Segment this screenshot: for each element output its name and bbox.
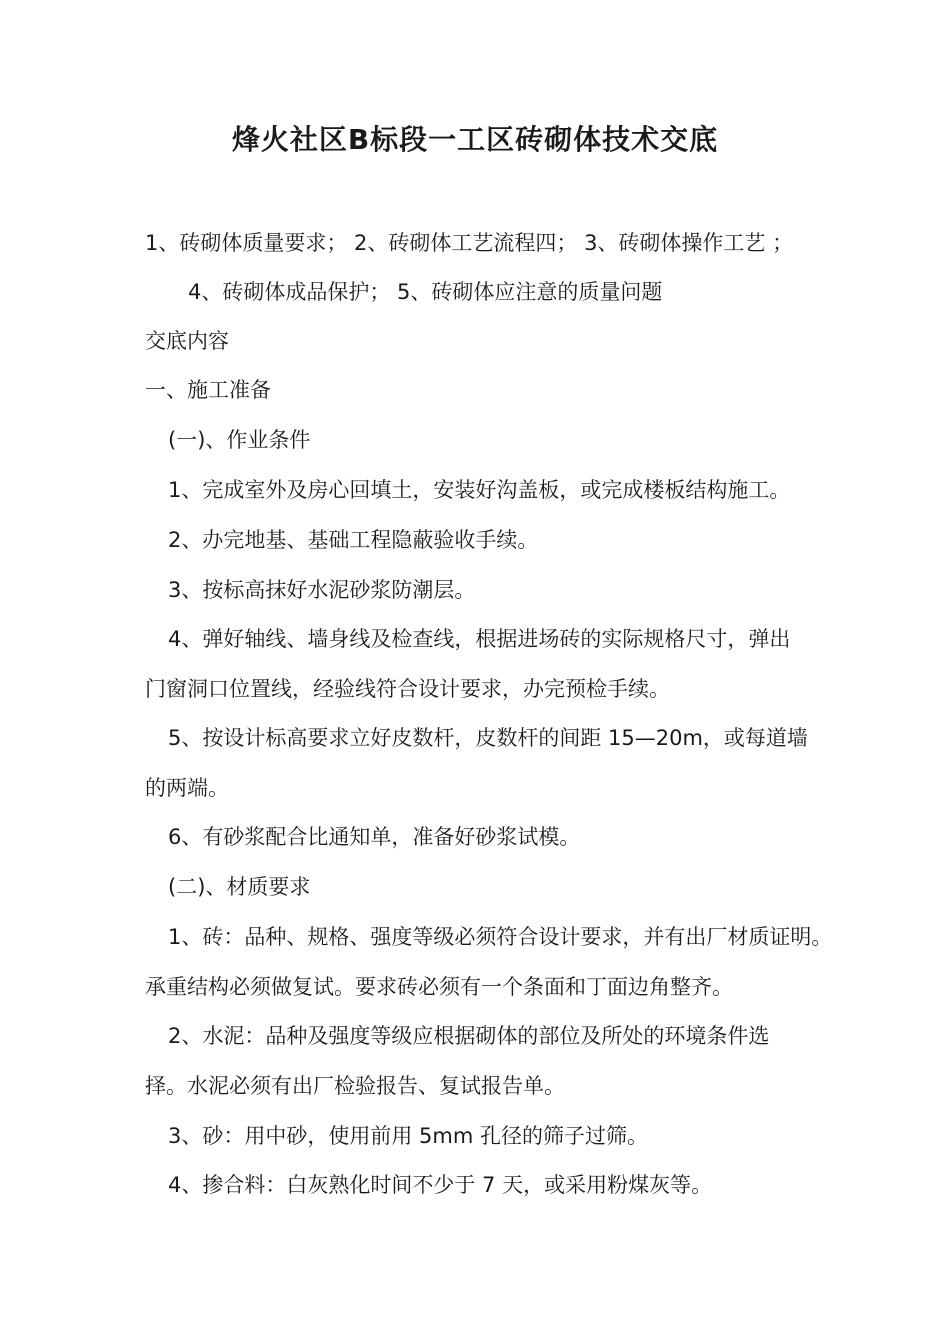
text-line: 1、完成室外及房心回填土，安装好沟盖板，或完成楼板结构施工。	[168, 478, 791, 502]
text-line: 择。水泥必须有出厂检验报告、复试报告单。	[145, 1074, 565, 1098]
text-line: 1、砖砌体质量要求； 2、砖砌体工艺流程四； 3、砖砌体操作工艺 ；	[145, 231, 794, 255]
text-line: 2、水泥：品种及强度等级应根据砌体的部位及所处的环境条件选	[168, 1024, 770, 1048]
section-heading: 交底内容	[145, 329, 229, 353]
text-line: 门窗洞口位置线，经验线符合设计要求，办完预检手续。	[145, 677, 670, 701]
subsection-heading: (一)、作业条件	[168, 428, 311, 452]
text-line: 承重结构必须做复试。要求砖必须有一个条面和丁面边角整齐。	[145, 975, 733, 999]
text-line: 3、砂：用中砂，使用前用 5mm 孔径的筛子过筛。	[168, 1124, 648, 1148]
section-heading: 一、施工准备	[145, 378, 271, 402]
text-line: 的两端。	[145, 776, 229, 800]
text-line: 3、按标高抹好水泥砂浆防潮层。	[168, 578, 476, 602]
subsection-heading: (二)、材质要求	[168, 875, 311, 899]
text-line: 2、办完地基、基础工程隐蔽验收手续。	[168, 528, 539, 552]
text-line: 6、有砂浆配合比通知单，准备好砂浆试模。	[168, 825, 581, 849]
text-line: 5、按设计标高要求立好皮数杆，皮数杆的间距 15—20m，或每道墙	[168, 726, 808, 750]
document-title: 烽火社区B标段一工区砖砌体技术交底	[231, 123, 719, 156]
text-line: 4、弹好轴线、墙身线及检查线，根据进场砖的实际规格尺寸，弹出	[168, 627, 791, 651]
text-line: 4、砖砌体成品保护； 5、砖砌体应注意的质量问题	[188, 280, 663, 304]
text-line: 4、掺合料：白灰熟化时间不少于 7 天，或采用粉煤灰等。	[168, 1173, 713, 1197]
text-line: 1、砖：品种、规格、强度等级必须符合设计要求，并有出厂材质证明。	[168, 925, 833, 949]
